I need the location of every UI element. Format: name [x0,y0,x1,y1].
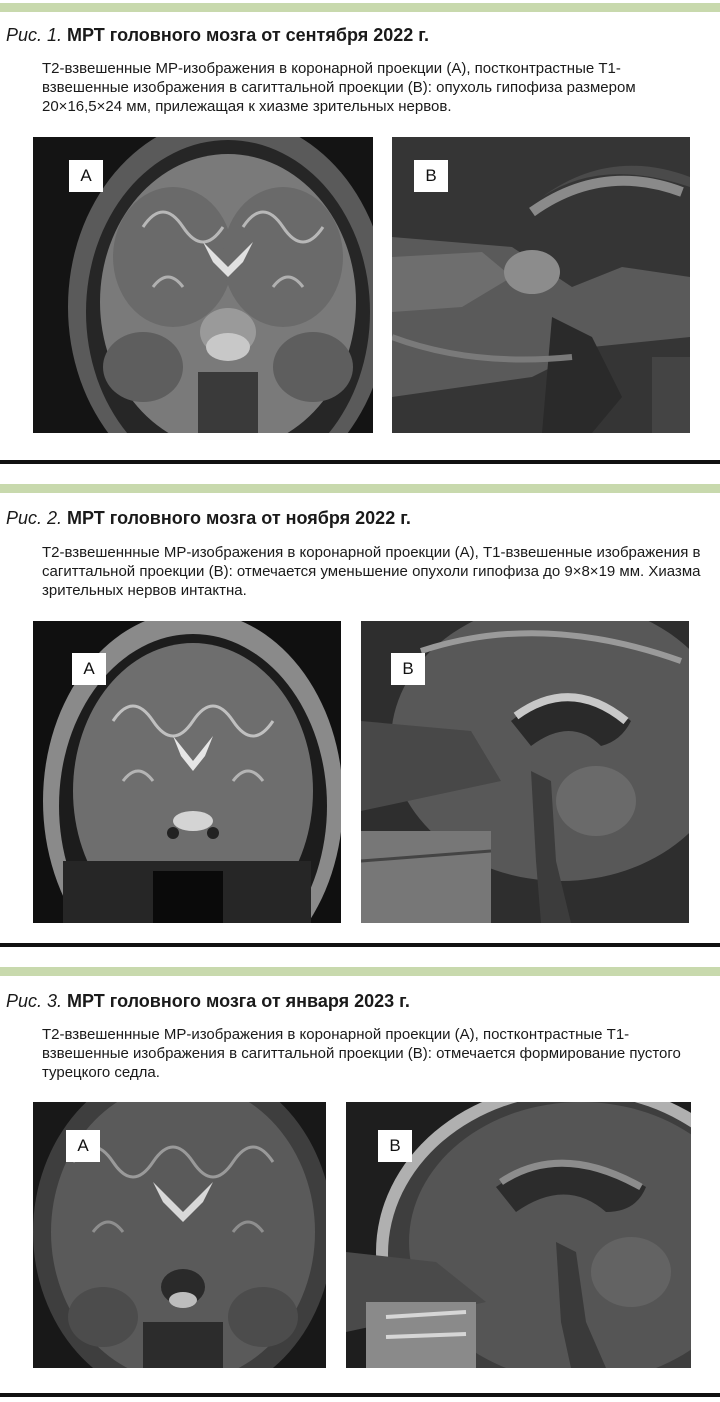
figure-2-prefix: Рис. 2. [6,508,63,528]
figure-3-title [6,990,410,1012]
figure-3-bottom-rule [0,1393,720,1397]
figure-2-bottom-rule [0,943,720,947]
figure-2-caption: Т2-взвешеннные МР-изображения в коронарной проекции (А), Т1-взвешенные изображения в сагиттальной проекции (В): отмечается уменьшение опухоли гипофиза до 9×8×19 мм. Хиазма зрительных нервов интактна. [42,544,701,599]
figure-1-heading: МРТ головного мозга от сентября 2022 г. [67,25,429,45]
figure-3-label-b: В [378,1130,412,1162]
figure-2-top-bar [0,484,720,493]
figure-3-label-a: А [66,1130,100,1162]
figure-2-label-b: В [391,653,425,685]
figure-2-heading: МРТ головного мозга от ноября 2022 г. [67,508,411,528]
figure-2-title [6,507,411,529]
figure-3-top-bar [0,967,720,976]
figure-1-label-b: В [414,160,448,192]
figure-2-label-a: А [72,653,106,685]
figure-1-bottom-rule [0,460,720,464]
figure-3-prefix: Рис. 3. [6,991,63,1011]
figure-1-label-a: А [69,160,103,192]
figure-1-top-bar [0,3,720,12]
figure-1-prefix: Рис. 1. [6,25,63,45]
figure-1-title [6,24,429,46]
figure-3-caption: Т2-взвешеннные МР-изображения в коронарной проекции (А), постконтрастные Т1-взвешенные изображения в сагиттальной проекции (В): отмечается формирование пустого турецкого седла. [42,1026,681,1081]
figure-1-caption: Т2-взвешенные МР-изображения в коронарной проекции (А), постконтрастные Т1-взвешенные изображения в сагиттальной проекции (В): опухоль гипофиза размером 20×16,5×24 мм, прилежащая к хиазме зрительных нервов. [42,60,636,115]
figure-3-heading: МРТ головного мозга от января 2023 г. [67,991,410,1011]
